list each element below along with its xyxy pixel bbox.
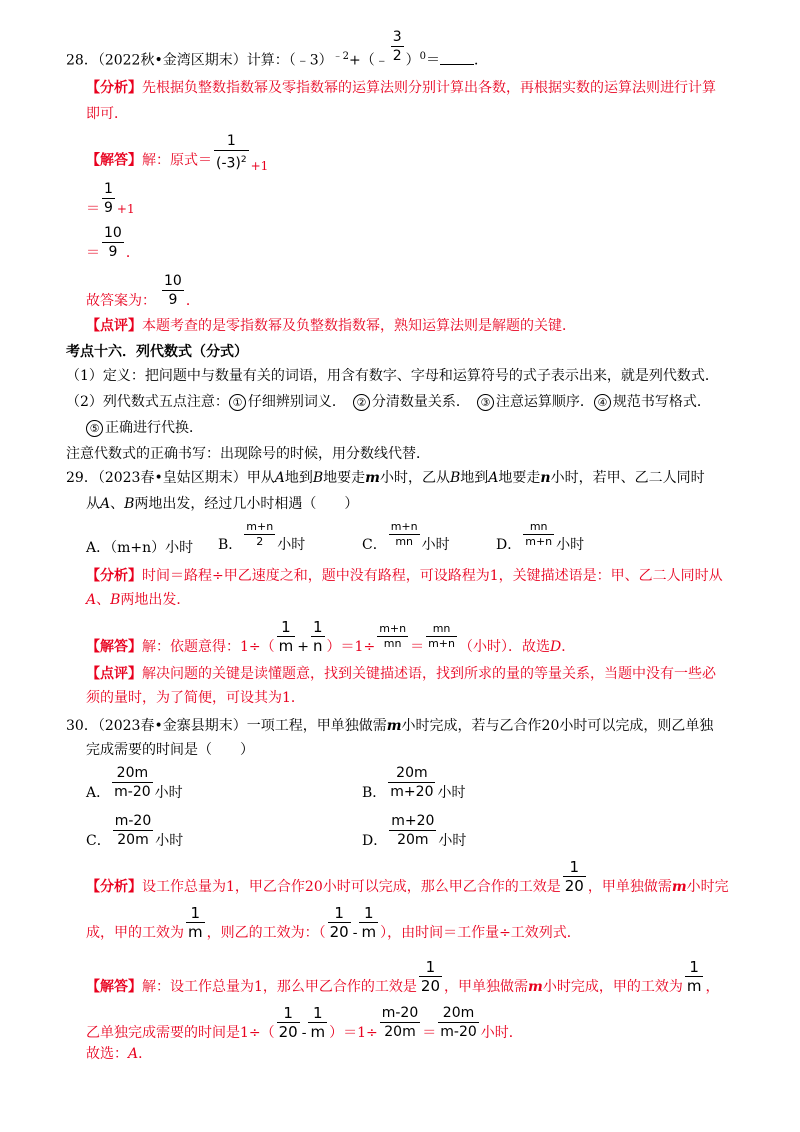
q28-step2-den: 9 <box>104 200 113 216</box>
frac-den: 2 <box>256 535 264 548</box>
q28-analysis-text: 先根据负整数指数幂及零指数幂的运算法则分别计算出各数，再根据实数的运算法则进行计算 <box>142 80 716 96</box>
q30-solution-g: ＝ <box>422 1024 437 1041</box>
circle-five-icon: ⑤ <box>86 420 103 437</box>
q28-frac-den: 2 <box>392 48 402 64</box>
q30-analysis-line2 <box>86 904 581 941</box>
q29-text-c: 地要走 <box>323 470 366 486</box>
q30-number: 30． <box>66 718 98 734</box>
q30-solution-e: 乙单独完成需要的时间是1÷（ <box>86 1024 275 1041</box>
q28-step1-fraction <box>214 132 249 173</box>
q29-analysis-line1 <box>86 566 723 586</box>
frac-den: 20 <box>564 877 584 895</box>
option-fraction <box>244 520 275 549</box>
plus: + <box>297 638 309 655</box>
q28-step2-post: +1 <box>116 201 135 216</box>
var-B: B <box>110 592 121 608</box>
frac-den: 20m <box>117 832 149 848</box>
var-A: A <box>100 496 111 512</box>
q28-step3-fraction <box>102 224 124 261</box>
q28-step3-num: 10 <box>104 225 122 241</box>
frac-den: 20m <box>384 1024 416 1040</box>
circle-one-icon: ① <box>229 394 246 411</box>
q29-analysis-text2: 两地出发． <box>120 592 191 608</box>
solution-fraction <box>277 1004 300 1041</box>
option-fraction <box>523 520 554 549</box>
frac-den: m+n <box>525 535 553 548</box>
kp16-point3: 注意运算顺序． <box>495 394 594 410</box>
q29-text-h: 从 <box>86 496 100 512</box>
solution-fraction <box>311 618 325 655</box>
frac-num: 1 <box>359 904 378 923</box>
q29-text-d: 小时，乙从 <box>379 470 450 486</box>
kp16-definition: （1）定义：把问题中与数量有关的词语，用含有数字、字母和运算符号的式子表示出来，就是列代数式． <box>66 368 719 384</box>
frac-num: 1 <box>419 958 442 977</box>
q29-solution-c: ＝ <box>410 638 425 655</box>
analysis-fraction <box>563 858 586 895</box>
var-A: A <box>86 592 97 608</box>
option-unit: 小时 <box>154 784 183 801</box>
section-heading: 考点十六．列代数式（分式） <box>66 344 248 360</box>
frac-num: mn <box>426 622 457 637</box>
q30-selection <box>86 1044 152 1064</box>
comment-tag: 【点评】 <box>86 318 142 334</box>
q28-step3 <box>86 224 140 261</box>
q29-text-g: 小时，若甲、乙二人同时 <box>550 470 705 486</box>
q28-eq: ＝ <box>426 52 441 69</box>
option-label: A． <box>86 540 111 556</box>
analysis-fraction <box>186 904 205 941</box>
option-label: B． <box>362 784 387 801</box>
circle-two-icon: ② <box>353 394 370 411</box>
frac-den: m <box>188 923 203 941</box>
analysis-fraction <box>359 904 378 941</box>
q29-option-a <box>86 538 193 558</box>
option-unit: 小时 <box>155 832 184 849</box>
option-label: A． <box>86 784 111 801</box>
q29-comment-line2: 须的量时，为了简便，可设其为1． <box>86 690 305 706</box>
var-B: B <box>124 496 135 512</box>
frac-den: m <box>310 1023 326 1041</box>
q29-text-a: （2023春•皇姑区期末）甲从 <box>97 470 275 486</box>
option-fraction <box>113 812 154 849</box>
q30-solution-f: ）＝1÷ <box>329 1024 378 1041</box>
q30-analysis-a: 设工作总量为1，甲乙合作20小时可以完成，那么甲乙合作的工效是 <box>142 878 561 895</box>
kp16-five-label: （2）列代数式五点注意： <box>66 394 229 410</box>
frac-num: 1 <box>328 904 351 923</box>
q30-analysis-f: ），由时间＝工作量÷工效列式． <box>380 924 581 941</box>
analysis-tag: 【分析】 <box>86 878 142 895</box>
q28-stem <box>66 29 489 79</box>
option-unit: 小时 <box>556 536 585 553</box>
var-m: m <box>528 978 543 995</box>
q30-solution-d: ， <box>705 978 720 995</box>
solution-fraction <box>380 1004 421 1041</box>
minus: - <box>301 1024 307 1041</box>
q28-exponent: ﹣2 <box>332 50 349 62</box>
var-B: B <box>449 470 461 486</box>
frac-den: mn <box>383 637 402 650</box>
q28-frac-num: 3 <box>392 29 402 45</box>
var-m: m <box>365 470 380 486</box>
q30-solution-a: 解：设工作总量为1，那么甲乙合作的工效是 <box>142 978 417 995</box>
q28-source: （2022秋•金湾区期末）计算：（﹣3） <box>97 52 333 69</box>
q28-answer-label: 故答案为： <box>86 292 156 309</box>
frac-num: m+20 <box>391 813 435 829</box>
var-m: m <box>386 718 402 734</box>
option-fraction <box>112 764 153 801</box>
frac-den: m+20 <box>390 784 434 800</box>
q29-comment-text: 解决问题的关键是读懂题意，找到关键描述语，找到所求的量的等量关系，当题中没有一些必 <box>142 666 716 682</box>
var-B: B <box>312 470 324 486</box>
q30-analysis-b: ，甲单独做需 <box>587 878 672 895</box>
q30-text-b: 小时完成，若与乙合作20小时可以完成，则乙单独 <box>401 718 714 734</box>
frac-num: m-20 <box>381 1005 419 1021</box>
q30-option-b <box>362 764 465 801</box>
frac-den: m-20 <box>440 1024 477 1040</box>
q28-step2 <box>86 180 135 217</box>
solution-fraction <box>419 958 442 995</box>
solution-fraction <box>277 618 296 655</box>
q28-answer-post: ． <box>185 292 200 309</box>
frac-num: m+n <box>390 520 418 533</box>
q28-comment <box>86 316 576 336</box>
solution-fraction <box>308 1004 327 1041</box>
q28-dot: ． <box>474 52 489 69</box>
kp16-point1: 仔细辨别词义． <box>247 394 339 410</box>
q29-text-b: 地到 <box>284 470 313 486</box>
kp16-point4: 规范书写格式． <box>612 394 711 410</box>
analysis-tag: 【分析】 <box>86 80 142 96</box>
q28-step1-den: $(-3)^2$ <box>216 155 247 172</box>
q30-solution-h: 小时． <box>480 1024 523 1041</box>
q29-solution-e: ． <box>561 638 576 655</box>
frac-num: 1 <box>308 1004 327 1023</box>
frac-num: mn <box>523 520 554 535</box>
option-unit: 小时 <box>421 536 450 553</box>
q29-text-f: 地要走 <box>498 470 541 486</box>
option-label: C． <box>362 536 387 553</box>
q28-answer-den: 9 <box>168 292 178 308</box>
var-A: A <box>274 470 285 486</box>
q30-stem-line1 <box>66 716 713 736</box>
var-n: n <box>540 470 551 486</box>
q29-option-b <box>218 520 306 553</box>
q29-analysis-line2 <box>86 590 190 610</box>
circle-four-icon: ④ <box>594 394 611 411</box>
q29-analysis-text: 时间＝路程÷甲乙速度之和，题中没有路程，可设路程为1，关键描述语是：甲、乙二人同时从 <box>142 568 723 584</box>
q30-analysis-d: 成，甲的工效为 <box>86 924 184 941</box>
q29-option-c <box>362 520 450 553</box>
q28-end: ） <box>405 52 420 69</box>
q29-comment-line1 <box>86 664 716 684</box>
frac-num: m+n <box>379 622 407 635</box>
q28-step3-eq: ＝ <box>86 244 100 261</box>
q29-solution <box>86 618 575 655</box>
q30-solution-c: 小时完成，甲的工效为 <box>542 978 683 995</box>
q28-answer <box>86 272 200 309</box>
solution-fraction <box>685 958 704 995</box>
q28-step2-eq: ＝ <box>86 200 100 217</box>
frac-num: m+n <box>246 520 274 533</box>
minus: - <box>352 924 358 941</box>
option-unit: 小时 <box>438 832 467 849</box>
q30-analysis-c: 小时完 <box>686 878 729 895</box>
q30-stem-line2: 完成需要的时间是（ ） <box>86 742 254 758</box>
solution-tag: 【解答】 <box>86 978 142 995</box>
var-D: D <box>550 638 562 655</box>
q28-step1-num: 1 <box>214 132 249 151</box>
frac-den: 20 <box>329 923 349 941</box>
q28-analysis-line2: 即可． <box>86 106 128 122</box>
solution-fraction <box>438 1004 479 1041</box>
q29-stem-line1 <box>66 468 705 488</box>
q28-step3-post: ． <box>125 244 140 261</box>
q30-option-a <box>86 764 183 801</box>
var-m: m <box>671 878 687 895</box>
option-label: B． <box>218 536 243 553</box>
q30-analysis-line1 <box>86 858 729 895</box>
analysis-tag: 【分析】 <box>86 568 142 584</box>
q28-answer-fraction <box>162 272 184 309</box>
solution-tag: 【解答】 <box>86 152 142 169</box>
q30-solution-line1 <box>86 958 719 995</box>
option-label: C． <box>86 832 111 849</box>
q29-sep: 、 <box>110 496 125 512</box>
option-unit: 小时 <box>437 784 466 801</box>
q28-step2-fraction <box>102 180 115 217</box>
frac-num: 1 <box>563 858 586 877</box>
q30-solution-b: ，甲单独做需 <box>444 978 528 995</box>
kp16-point5: 正确进行代换． <box>105 420 203 436</box>
q30-select-dot: ． <box>138 1046 153 1062</box>
q29-solution-d: （小时）．故选 <box>459 638 550 655</box>
frac-num: 1 <box>277 1004 300 1023</box>
frac-num: 1 <box>186 904 205 923</box>
q28-fraction <box>391 28 404 65</box>
q29-solution-b: ）＝1÷ <box>326 638 376 655</box>
q29-option-d <box>496 520 585 553</box>
q28-analysis-line1 <box>86 78 716 98</box>
q28-mid: +（﹣ <box>349 52 389 69</box>
frac-num: 20m <box>438 1004 479 1023</box>
option-unit: 小时 <box>277 536 306 553</box>
frac-num: m-20 <box>114 813 152 829</box>
option-fraction <box>388 764 435 801</box>
frac-num: 1 <box>313 618 323 636</box>
q29-text-i: 两地出发，经过几小时相遇（ ） <box>134 496 359 512</box>
q28-step2-num: 1 <box>104 181 113 197</box>
q28-exp0: 0 <box>419 50 427 62</box>
solution-tag: 【解答】 <box>86 638 142 655</box>
option-text: （m+n）小时 <box>110 540 194 556</box>
frac-num: 1 <box>685 958 704 977</box>
q30-option-d <box>362 812 466 849</box>
kp16-five-points <box>66 392 711 412</box>
kp16-point5-line <box>86 418 203 438</box>
q30-option-c <box>86 812 183 849</box>
solution-fraction <box>426 622 457 651</box>
kp16-point2: 分清数量关系． <box>371 394 463 410</box>
frac-num: 20m <box>112 764 153 783</box>
comment-tag: 【点评】 <box>86 666 142 682</box>
frac-den: m+n <box>428 637 455 650</box>
sep: 、 <box>96 592 111 608</box>
solution-fraction <box>377 622 408 651</box>
frac-den: m <box>278 637 294 655</box>
option-fraction <box>389 812 436 849</box>
q28-solution-line1 <box>86 133 269 181</box>
q28-comment-text: 本题考查的是零指数幂及负整数指数幂，熟知运算法则是解题的关键． <box>142 318 576 334</box>
q29-text-e: 地到 <box>460 470 489 486</box>
frac-num: 20m <box>388 764 435 783</box>
frac-den: m-20 <box>114 784 151 800</box>
var-A: A <box>488 470 499 486</box>
frac-den: n <box>313 637 323 655</box>
q28-number: 28． <box>66 52 98 69</box>
q28-solution-pre: 解：原式＝ <box>142 152 212 169</box>
var-A: A <box>128 1046 139 1062</box>
frac-den: 20m <box>397 832 429 848</box>
option-label: D． <box>496 536 522 553</box>
answer-blank <box>440 50 474 65</box>
q30-solution-line2 <box>86 1004 523 1041</box>
option-fraction <box>389 520 420 549</box>
kp16-note: 注意代数式的正确书写：出现除号的时候，用分数线代替． <box>66 446 430 462</box>
option-label: D． <box>362 832 388 849</box>
q29-stem-line2 <box>86 494 358 514</box>
circle-three-icon: ③ <box>477 394 494 411</box>
q30-text-a: （2023春•金寨县期末）一项工程，甲单独做需 <box>97 718 387 734</box>
q28-answer-num: 10 <box>164 273 182 289</box>
frac-num: 1 <box>277 618 296 637</box>
frac-den: m <box>361 923 377 941</box>
q30-analysis-e: ，则乙的工效为：（ <box>206 924 326 941</box>
frac-den: 20 <box>278 1023 298 1041</box>
q29-number: 29． <box>66 470 98 486</box>
frac-den: m <box>686 977 702 995</box>
frac-den: 20 <box>420 977 440 995</box>
q30-select-label: 故选： <box>86 1046 128 1062</box>
frac-den: mn <box>395 535 414 548</box>
analysis-fraction <box>328 904 351 941</box>
q29-solution-a: 解：依题意得：1÷（ <box>142 638 275 655</box>
q28-step1-post: +1 <box>250 159 269 174</box>
q28-step3-den: 9 <box>108 244 118 260</box>
